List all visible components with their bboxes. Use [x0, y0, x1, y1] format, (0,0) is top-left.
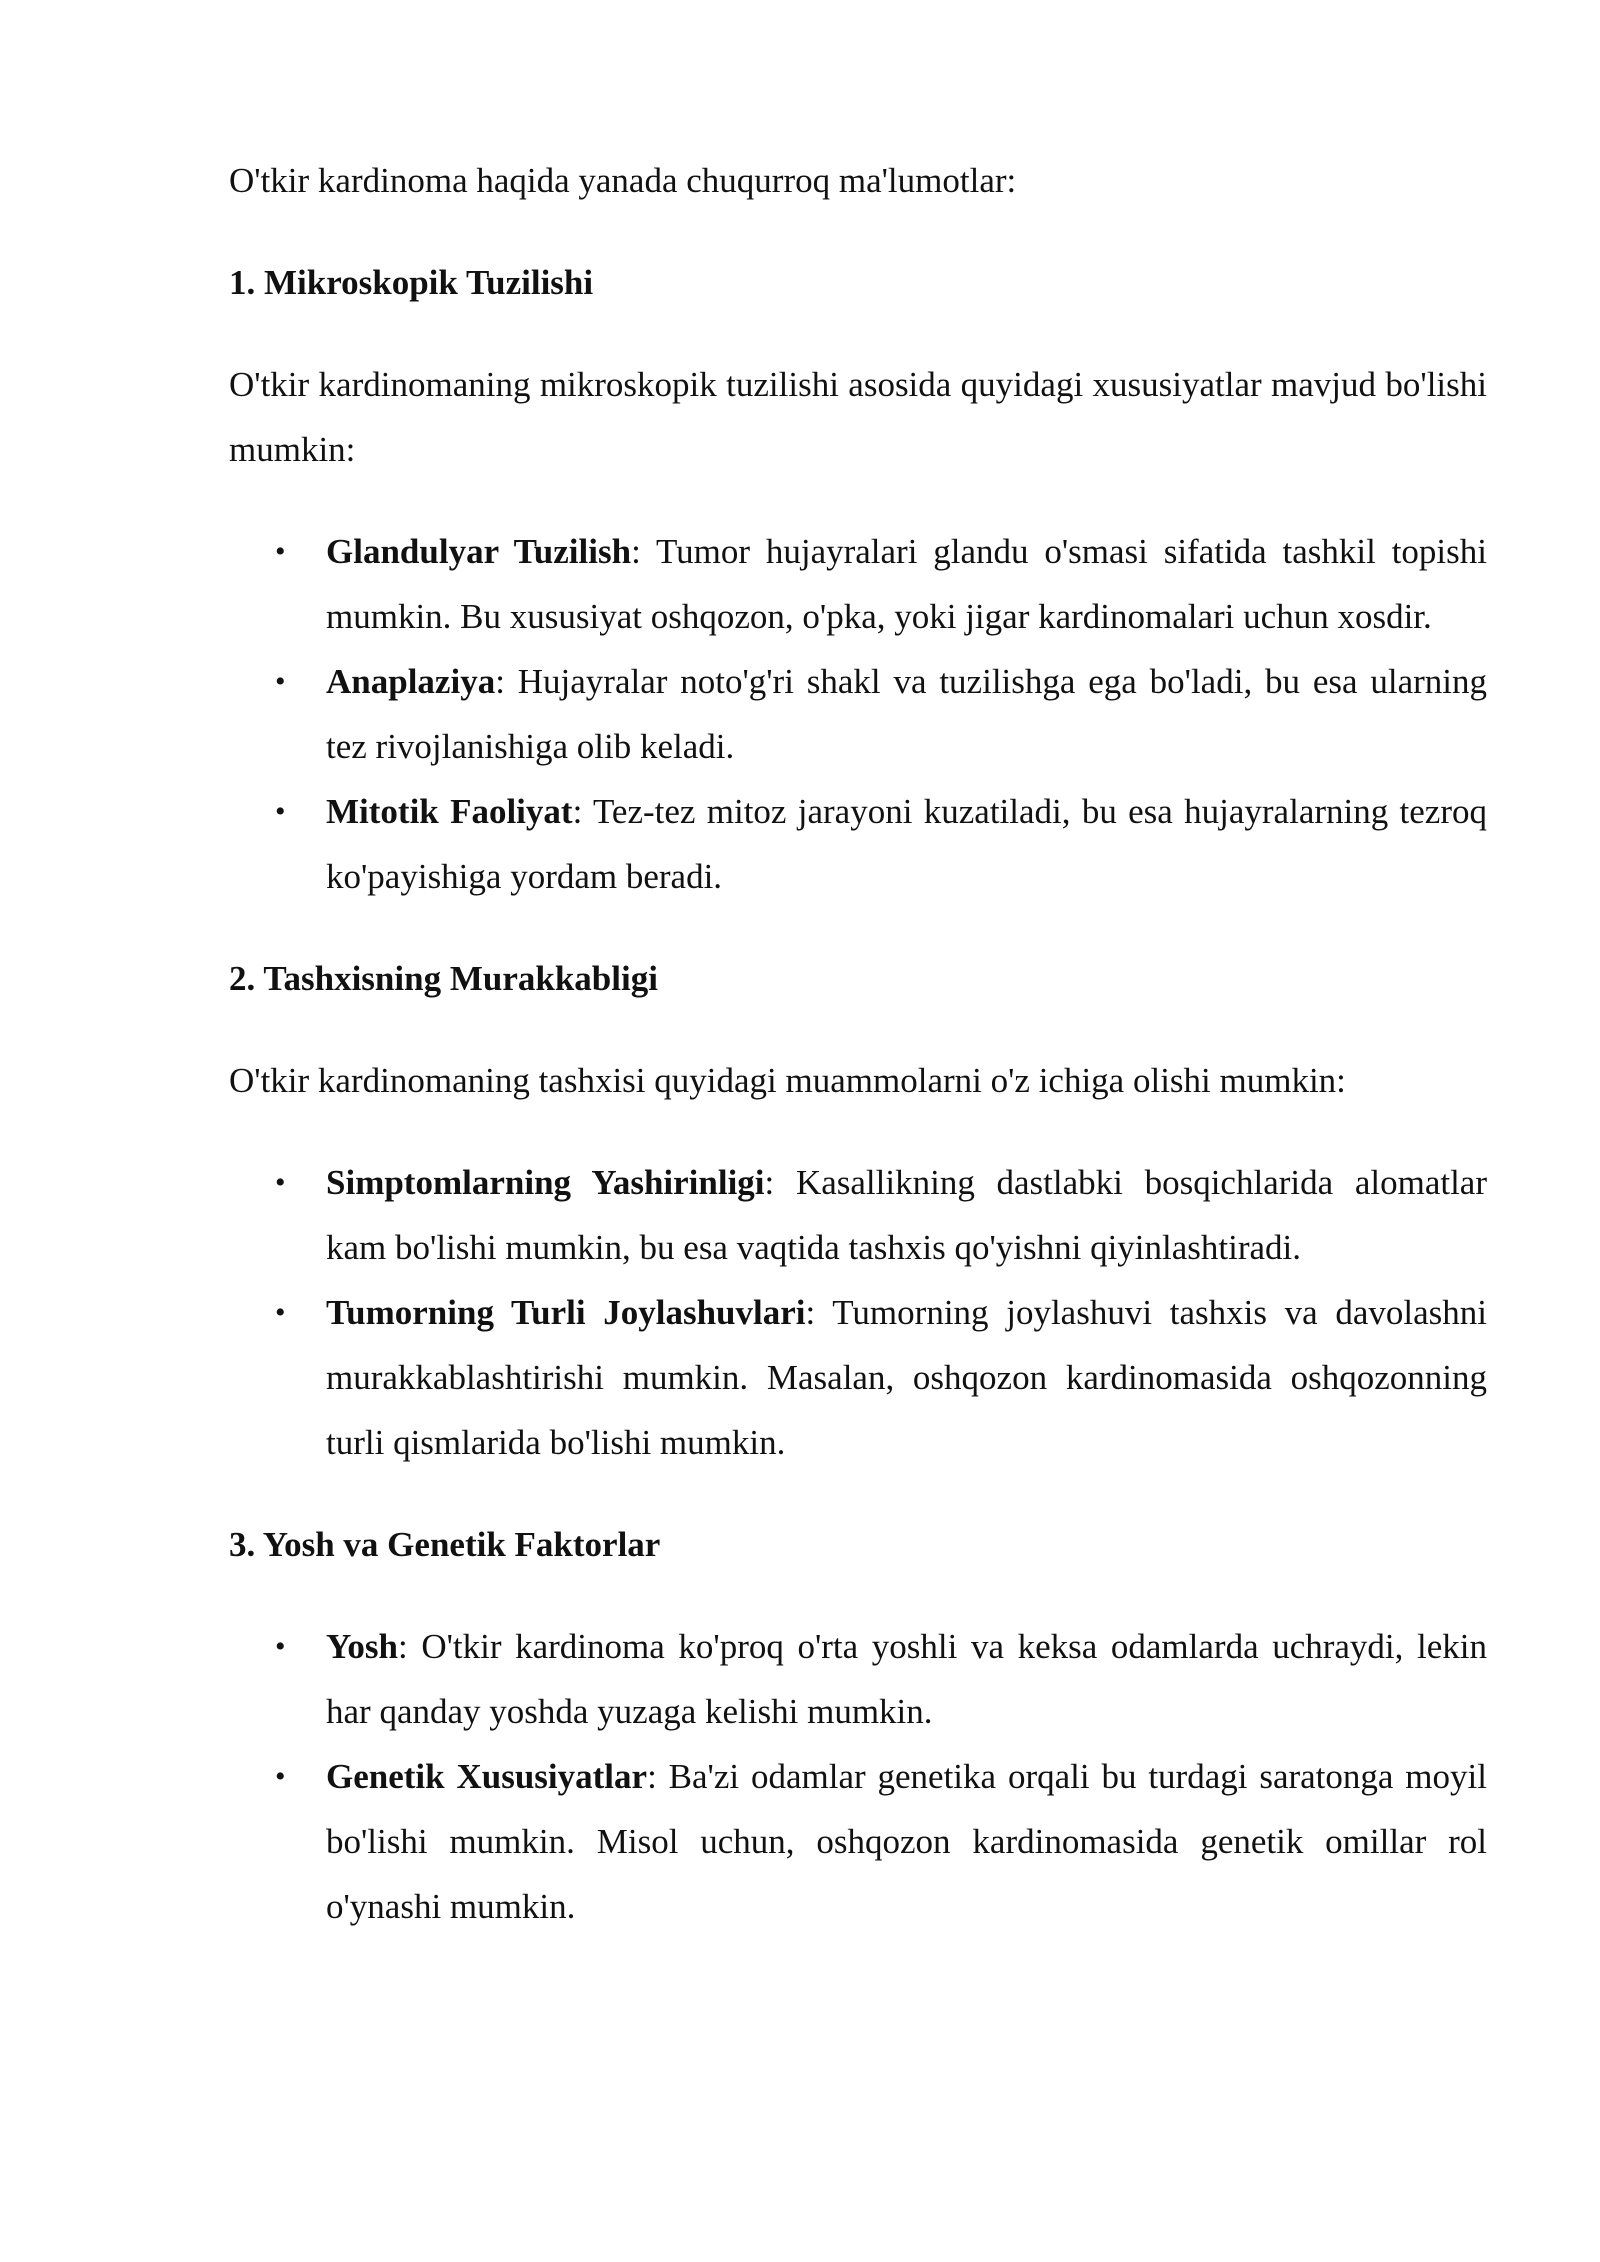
list-item-text: : Tez-tez mitoz jarayoni kuzatiladi, bu esa hujayralarning tezroq ko'payishiga yordam beradi. [326, 792, 1487, 896]
list-item [229, 1744, 1487, 1939]
bullet-icon: • [275, 535, 286, 568]
list-item-text: : Hujayralar noto'g'ri shakl va tuzilishga ega bo'ladi, bu esa ularning tez rivojlanishiga olib keladi. [326, 662, 1487, 766]
list-item-term: Glandulyar Tuzilish [326, 532, 632, 571]
list-item-text: : Ba'zi odamlar genetika orqali bu turdagi saratonga moyil bo'lishi mumkin. Misol uchun, oshqozon kardinomasida genetik omillar rol o'ynashi mumkin. [326, 1757, 1487, 1926]
document-page [229, 148, 1487, 1976]
list-item-term: Simptomlarning Yashirinligi [326, 1163, 765, 1202]
section-heading: 2. Tashxisning Murakkabligi [229, 959, 658, 998]
intro-paragraph: O'tkir kardinoma haqida yanada chuqurroq ma'lumotlar: [229, 161, 1017, 200]
bullet-icon: • [275, 1296, 286, 1329]
bullet-list [229, 519, 1487, 909]
bullet-icon: • [275, 1166, 286, 1199]
list-item-term: Yosh [326, 1627, 398, 1666]
list-item-term: Tumorning Turli Joylashuvlari [326, 1293, 806, 1332]
bullet-icon: • [275, 1630, 286, 1663]
section-paragraph: O'tkir kardinomaning mikroskopik tuzilishi asosida quyidagi xususiyatlar mavjud bo'lishi mumkin: [229, 365, 1487, 469]
list-item [229, 1614, 1487, 1744]
list-item [229, 1150, 1487, 1280]
bullet-list [229, 1150, 1487, 1475]
section-heading: 1. Mikroskopik Tuzilishi [229, 263, 594, 302]
list-item-term: Anaplaziya [326, 662, 496, 701]
bullet-list [229, 1614, 1487, 1939]
list-item-text: : Tumor hujayralari glandu o'smasi sifatida tashkil topishi mumkin. Bu xususiyat oshqozon, o'pka, yoki jigar kardinomalari uchun xosdir. [326, 532, 1487, 636]
list-item [229, 649, 1487, 779]
bullet-icon: • [275, 795, 286, 828]
section-heading: 3. Yosh va Genetik Faktorlar [229, 1525, 661, 1564]
section-paragraph: O'tkir kardinomaning tashxisi quyidagi muammolarni o'z ichiga olishi mumkin: [229, 1061, 1346, 1100]
list-item [229, 1280, 1487, 1475]
list-item [229, 519, 1487, 649]
bullet-icon: • [275, 1760, 286, 1793]
list-item [229, 779, 1487, 909]
list-item-term: Genetik Xususiyatlar [326, 1757, 648, 1796]
list-item-text: : Kasallikning dastlabki bosqichlarida alomatlar kam bo'lishi mumkin, bu esa vaqtida tashxis qo'yishni qiyinlashtiradi. [326, 1163, 1487, 1267]
list-item-text: : Tumorning joylashuvi tashxis va davolashni murakkablashtirishi mumkin. Masalan, oshqozon kardinomasida oshqozonning turli qismlarida bo'lishi mumkin. [326, 1293, 1487, 1462]
list-item-text: : O'tkir kardinoma ko'proq o'rta yoshli va keksa odamlarda uchraydi, lekin har qanday yoshda yuzaga kelishi mumkin. [326, 1627, 1487, 1731]
list-item-term: Mitotik Faoliyat [326, 792, 573, 831]
bullet-icon: • [275, 665, 286, 698]
